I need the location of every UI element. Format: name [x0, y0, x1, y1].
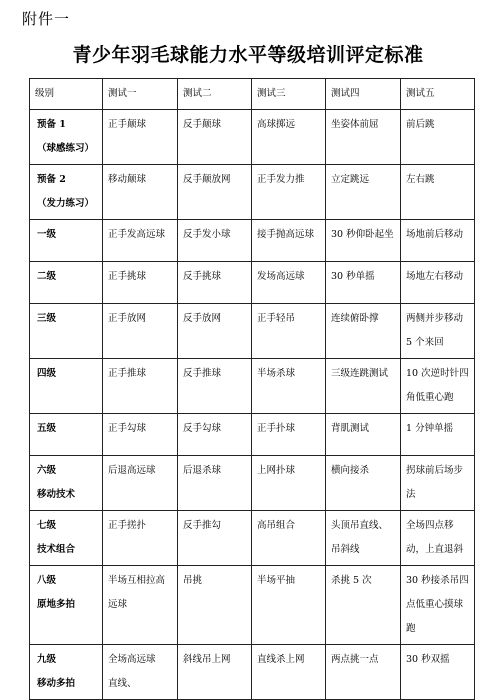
test-cell	[178, 414, 252, 456]
cell-text-line: 角低重心跑	[406, 392, 454, 403]
cell-text-line: 反手勾球	[183, 423, 222, 434]
cell-text-line: 全场高远球	[108, 654, 156, 665]
cell-text-line: 正手颠球	[108, 119, 147, 130]
cell-text-line: 左右跳	[406, 174, 435, 185]
cell-text-line: （球感练习）	[37, 143, 95, 154]
cell-text-line: 场地前后移动	[406, 229, 464, 240]
column-header: 测试四	[326, 79, 401, 110]
level-cell	[30, 645, 103, 700]
cell-text-line: 正手放网	[108, 313, 147, 324]
cell-text-line: 远球	[108, 599, 128, 610]
cell-text-line: 拐球前后场步	[406, 465, 464, 476]
level-cell	[30, 110, 103, 165]
cell-text-line: 上网扑球	[257, 465, 296, 476]
table-row	[30, 165, 475, 220]
cell-text-line: 技术组合	[37, 544, 76, 555]
cell-text-line: 点低重心摸球	[406, 599, 464, 610]
test-cell	[178, 359, 252, 414]
cell-text-line: 30 秒接杀吊四	[406, 575, 469, 586]
page-title: 青少年羽毛球能力水平等级培训评定标准	[72, 44, 424, 66]
test-cell	[103, 165, 178, 220]
table-row	[30, 511, 475, 566]
level-cell	[30, 414, 103, 456]
test-cell	[326, 110, 401, 165]
test-cell	[103, 456, 178, 511]
cell-text-line: 正手搓扑	[108, 520, 147, 531]
cell-text-line: 场地左右移动	[406, 271, 464, 282]
column-header: 测试一	[103, 79, 178, 110]
cell-text-line: 两侧并步移动	[406, 313, 464, 324]
test-cell	[103, 414, 178, 456]
test-cell	[252, 165, 326, 220]
cell-text-line: 连续俯卧撑	[331, 313, 379, 324]
cell-text-line: 高球掷远	[257, 119, 296, 130]
cell-text-line: 5 个来回	[406, 337, 444, 348]
test-cell	[326, 165, 401, 220]
cell-text-line: 移动技术	[37, 489, 76, 500]
level-cell	[30, 359, 103, 414]
table-row	[30, 414, 475, 456]
cell-text-line: 预备 1	[37, 119, 66, 130]
cell-text-line: 反手发小球	[183, 229, 231, 240]
level-cell	[30, 456, 103, 511]
test-cell	[401, 262, 475, 304]
cell-text-line: （发力练习）	[37, 198, 95, 209]
cell-text-line: 正手扑球	[257, 423, 296, 434]
cell-text-line: 半场平抽	[257, 575, 296, 586]
cell-text-line: 杀挑 5 次	[331, 575, 372, 586]
test-cell	[252, 566, 326, 645]
test-cell	[252, 645, 326, 700]
table-row	[30, 304, 475, 359]
cell-text-line: 法	[406, 489, 416, 500]
cell-text-line: 横向接杀	[331, 465, 370, 476]
test-cell	[401, 456, 475, 511]
standards-table	[29, 78, 475, 700]
cell-text-line: 直线、	[108, 678, 137, 689]
column-header: 级别	[30, 79, 103, 110]
table-row	[30, 456, 475, 511]
cell-text-line: 反手颠球	[183, 119, 222, 130]
test-cell	[401, 414, 475, 456]
column-header: 测试三	[252, 79, 326, 110]
level-cell	[30, 304, 103, 359]
cell-text-line: 高吊组合	[257, 520, 296, 531]
cell-text-line: 动，上直退斜	[406, 544, 464, 555]
test-cell	[178, 511, 252, 566]
cell-text-line: 反手推球	[183, 368, 222, 379]
test-cell	[103, 110, 178, 165]
cell-text-line: 五级	[37, 423, 57, 434]
test-cell	[103, 304, 178, 359]
cell-text-line: 正手推球	[108, 368, 147, 379]
cell-text-line: 立定跳远	[331, 174, 370, 185]
test-cell	[252, 359, 326, 414]
test-cell	[103, 262, 178, 304]
column-header: 测试二	[178, 79, 252, 110]
test-cell	[178, 566, 252, 645]
cell-text-line: 正手发力推	[257, 174, 305, 185]
cell-text-line: 三级	[37, 313, 57, 324]
cell-text-line: 原地多拍	[37, 599, 76, 610]
cell-text-line: 坐姿体前屈	[331, 119, 379, 130]
cell-text-line: 反手放网	[183, 313, 222, 324]
cell-text-line: 三级连跳测试	[331, 368, 389, 379]
test-cell	[326, 645, 401, 700]
test-cell	[103, 359, 178, 414]
column-header: 测试五	[401, 79, 475, 110]
test-cell	[252, 511, 326, 566]
cell-text-line: 正手勾球	[108, 423, 147, 434]
cell-text-line: 反手推勾	[183, 520, 222, 531]
table-row	[30, 566, 475, 645]
cell-text-line: 接手抛高远球	[257, 229, 315, 240]
test-cell	[252, 304, 326, 359]
test-cell	[252, 262, 326, 304]
test-cell	[326, 304, 401, 359]
cell-text-line: 二级	[37, 271, 57, 282]
cell-text-line: 正手轻吊	[257, 313, 296, 324]
test-cell	[178, 262, 252, 304]
cell-text-line: 反手挑球	[183, 271, 222, 282]
level-cell	[30, 511, 103, 566]
cell-text-line: 直线杀上网	[257, 654, 305, 665]
cell-text-line: 后退高远球	[108, 465, 156, 476]
cell-text-line: 移动多拍	[37, 678, 76, 689]
test-cell	[326, 511, 401, 566]
test-cell	[103, 645, 178, 700]
test-cell	[103, 220, 178, 262]
test-cell	[401, 165, 475, 220]
attachment-label: 附件一	[22, 10, 71, 28]
cell-text-line: 九级	[37, 654, 57, 665]
cell-text-line: 30 秒仰卧起坐	[331, 229, 394, 240]
table-row	[30, 359, 475, 414]
test-cell	[178, 456, 252, 511]
table-row	[30, 645, 475, 700]
table-row	[30, 220, 475, 262]
cell-text-line: 跑	[406, 623, 416, 634]
cell-text-line: 半场互相拉高	[108, 575, 166, 586]
level-cell	[30, 220, 103, 262]
cell-text-line: 两点挑一点	[331, 654, 379, 665]
test-cell	[401, 359, 475, 414]
test-cell	[326, 566, 401, 645]
test-cell	[326, 220, 401, 262]
cell-text-line: 四级	[37, 368, 57, 379]
test-cell	[178, 165, 252, 220]
table-header-row	[30, 79, 475, 110]
cell-text-line: 移动颠球	[108, 174, 147, 185]
table-row	[30, 110, 475, 165]
level-cell	[30, 165, 103, 220]
test-cell	[252, 456, 326, 511]
test-cell	[252, 220, 326, 262]
cell-text-line: 背肌测试	[331, 423, 370, 434]
test-cell	[326, 359, 401, 414]
test-cell	[178, 304, 252, 359]
test-cell	[252, 110, 326, 165]
cell-text-line: 一级	[37, 229, 57, 240]
test-cell	[178, 645, 252, 700]
level-cell	[30, 262, 103, 304]
test-cell	[401, 110, 475, 165]
test-cell	[252, 414, 326, 456]
cell-text-line: 半场杀球	[257, 368, 296, 379]
test-cell	[401, 566, 475, 645]
test-cell	[401, 645, 475, 700]
test-cell	[326, 262, 401, 304]
cell-text-line: 头顶吊直线、	[331, 520, 389, 531]
test-cell	[103, 566, 178, 645]
test-cell	[178, 220, 252, 262]
cell-text-line: 七级	[37, 520, 57, 531]
test-cell	[326, 414, 401, 456]
table-row	[30, 262, 475, 304]
cell-text-line: 10 次逆时针四	[406, 368, 469, 379]
cell-text-line: 反手颠放网	[183, 174, 231, 185]
test-cell	[178, 110, 252, 165]
cell-text-line: 吊挑	[183, 575, 203, 586]
cell-text-line: 后退杀球	[183, 465, 222, 476]
level-cell	[30, 566, 103, 645]
test-cell	[401, 220, 475, 262]
cell-text-line: 正手发高远球	[108, 229, 166, 240]
cell-text-line: 30 秒单摇	[331, 271, 375, 282]
test-cell	[103, 511, 178, 566]
cell-text-line: 前后跳	[406, 119, 435, 130]
cell-text-line: 预备 2	[37, 174, 66, 185]
cell-text-line: 六级	[37, 465, 57, 476]
cell-text-line: 八级	[37, 575, 57, 586]
test-cell	[401, 511, 475, 566]
cell-text-line: 斜线吊上网	[183, 654, 231, 665]
cell-text-line: 吊斜线	[331, 544, 360, 555]
cell-text-line: 全场四点移	[406, 520, 454, 531]
cell-text-line: 正手挑球	[108, 271, 147, 282]
cell-text-line: 30 秒双摇	[406, 654, 450, 665]
cell-text-line: 1 分钟单摇	[406, 423, 454, 434]
test-cell	[326, 456, 401, 511]
test-cell	[401, 304, 475, 359]
cell-text-line: 发场高远球	[257, 271, 305, 282]
